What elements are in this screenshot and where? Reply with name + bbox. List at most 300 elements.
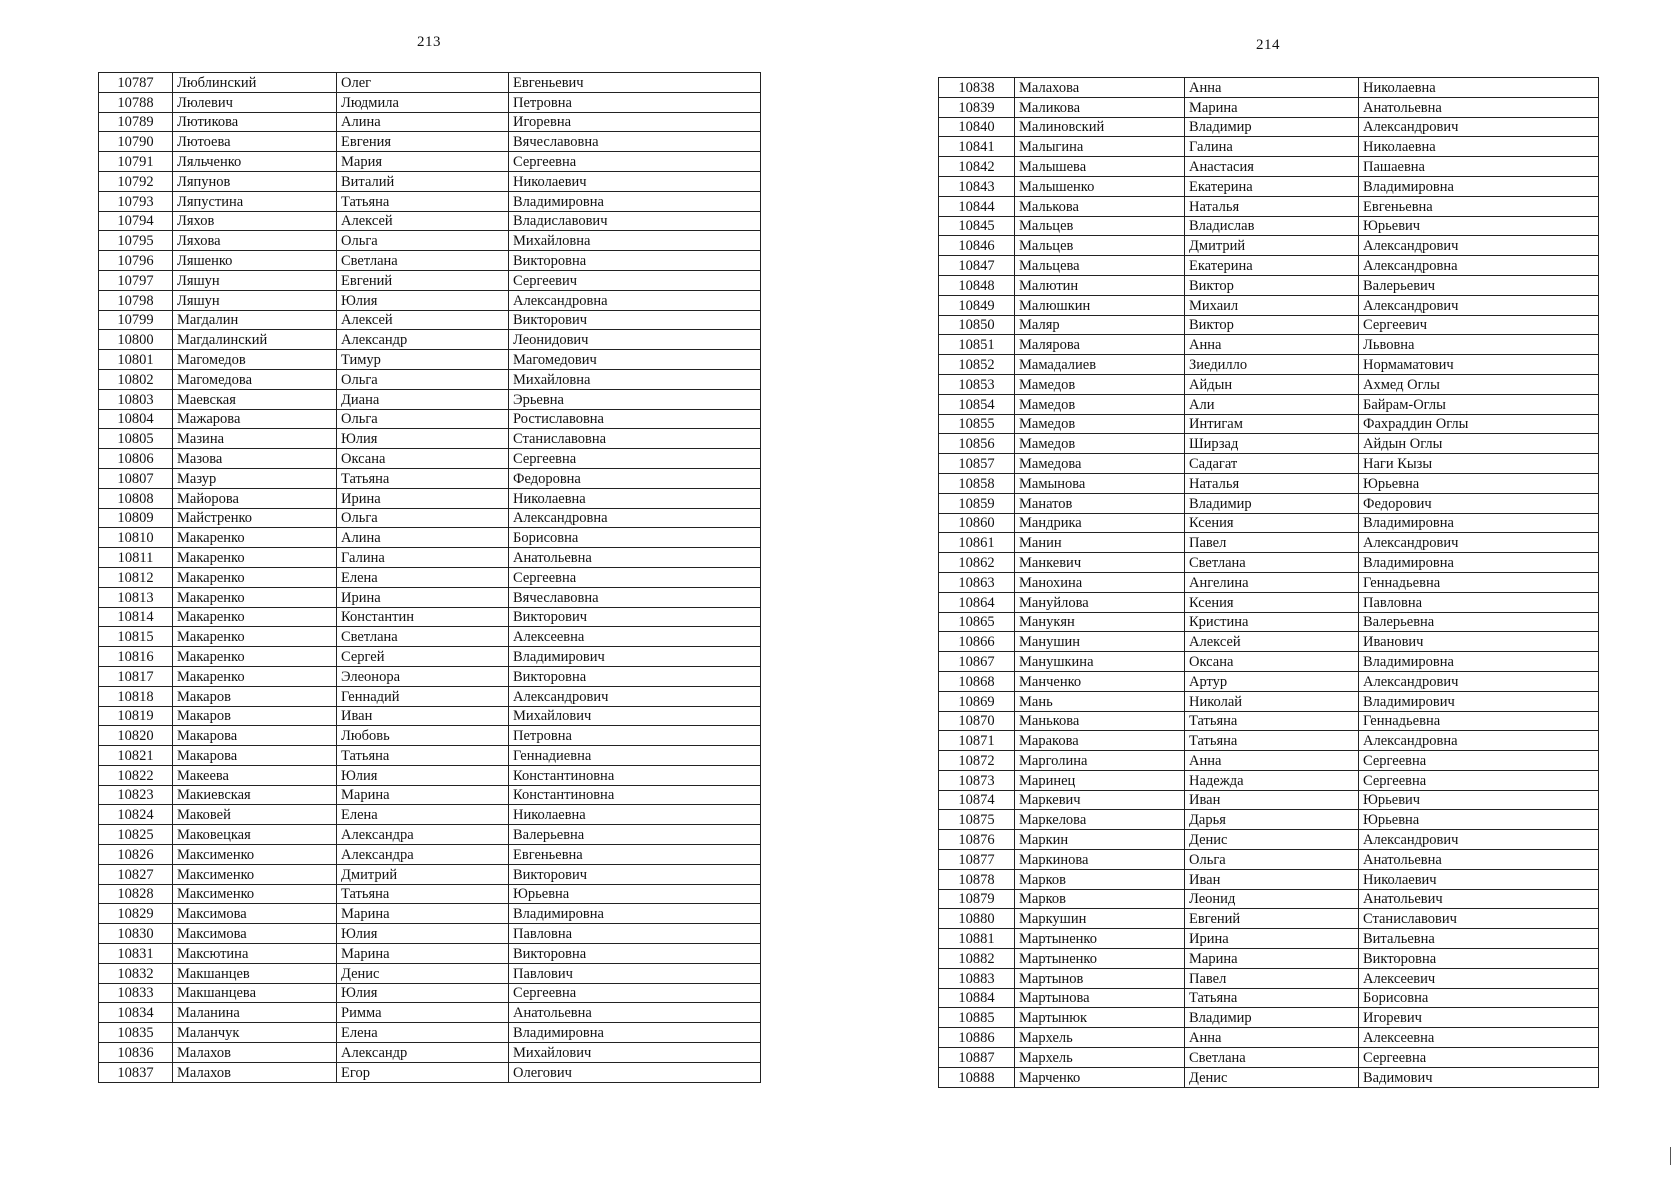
patronymic-cell: Сергеевна xyxy=(509,152,761,172)
first-name-cell: Татьяна xyxy=(337,468,509,488)
table-row xyxy=(939,176,1599,196)
record-number-cell: 10866 xyxy=(939,632,1015,652)
surname-cell: Мартыненко xyxy=(1015,949,1185,969)
first-name-cell: Дмитрий xyxy=(337,864,509,884)
surname-cell: Ляхова xyxy=(173,231,337,251)
patronymic-cell: Алексеевна xyxy=(509,627,761,647)
table-row xyxy=(939,315,1599,335)
surname-cell: Максимова xyxy=(173,924,337,944)
record-number-cell: 10825 xyxy=(99,825,173,845)
table-row xyxy=(939,295,1599,315)
first-name-cell: Александра xyxy=(337,825,509,845)
surname-cell: Максименко xyxy=(173,845,337,865)
first-name-cell: Иван xyxy=(1185,790,1359,810)
table-row xyxy=(99,825,761,845)
record-number-cell: 10878 xyxy=(939,869,1015,889)
table-row xyxy=(99,627,761,647)
patronymic-cell: Михайловна xyxy=(509,231,761,251)
record-number-cell: 10888 xyxy=(939,1067,1015,1087)
record-number-cell: 10862 xyxy=(939,553,1015,573)
first-name-cell: Владимир xyxy=(1185,117,1359,137)
first-name-cell: Александр xyxy=(337,330,509,350)
first-name-cell: Иван xyxy=(1185,869,1359,889)
surname-cell: Лютикова xyxy=(173,112,337,132)
first-name-cell: Алина xyxy=(337,528,509,548)
table-row xyxy=(939,572,1599,592)
table-row xyxy=(99,607,761,627)
surname-cell: Макаренко xyxy=(173,607,337,627)
table-row xyxy=(99,805,761,825)
record-number-cell: 10820 xyxy=(99,726,173,746)
first-name-cell: Кристина xyxy=(1185,612,1359,632)
patronymic-cell: Анатольевна xyxy=(1359,97,1599,117)
surname-cell: Ляпунов xyxy=(173,171,337,191)
first-name-cell: Наталья xyxy=(1185,473,1359,493)
first-name-cell: Татьяна xyxy=(1185,711,1359,731)
patronymic-cell: Валерьевна xyxy=(509,825,761,845)
first-name-cell: Виктор xyxy=(1185,275,1359,295)
first-name-cell: Николай xyxy=(1185,691,1359,711)
patronymic-cell: Витальевна xyxy=(1359,929,1599,949)
surname-cell: Магомедов xyxy=(173,350,337,370)
surname-cell: Мамедов xyxy=(1015,394,1185,414)
first-name-cell: Римма xyxy=(337,1003,509,1023)
table-row xyxy=(99,310,761,330)
record-number-cell: 10873 xyxy=(939,770,1015,790)
record-number-cell: 10867 xyxy=(939,652,1015,672)
record-number-cell: 10883 xyxy=(939,968,1015,988)
table-row xyxy=(939,929,1599,949)
record-number-cell: 10827 xyxy=(99,864,173,884)
record-number-cell: 10836 xyxy=(99,1043,173,1063)
patronymic-cell: Евгеньевна xyxy=(1359,196,1599,216)
table-row xyxy=(99,449,761,469)
first-name-cell: Ольга xyxy=(1185,850,1359,870)
record-number-cell: 10856 xyxy=(939,434,1015,454)
patronymic-cell: Евгеньевич xyxy=(509,73,761,93)
patronymic-cell: Александровна xyxy=(1359,731,1599,751)
first-name-cell: Диана xyxy=(337,389,509,409)
first-name-cell: Евгения xyxy=(337,132,509,152)
first-name-cell: Ольга xyxy=(337,508,509,528)
surname-cell: Марков xyxy=(1015,869,1185,889)
record-number-cell: 10826 xyxy=(99,845,173,865)
record-number-cell: 10832 xyxy=(99,963,173,983)
margin-mark xyxy=(1670,1147,1671,1165)
first-name-cell: Павел xyxy=(1185,968,1359,988)
table-row xyxy=(939,731,1599,751)
surname-cell: Мархель xyxy=(1015,1048,1185,1068)
surname-cell: Мандрика xyxy=(1015,513,1185,533)
record-number-cell: 10791 xyxy=(99,152,173,172)
table-row xyxy=(99,548,761,568)
patronymic-cell: Геннадьевна xyxy=(1359,711,1599,731)
surname-cell: Малахов xyxy=(173,1062,337,1082)
surname-cell: Максимова xyxy=(173,904,337,924)
record-number-cell: 10847 xyxy=(939,256,1015,276)
first-name-cell: Евгений xyxy=(1185,909,1359,929)
surname-cell: Малыгина xyxy=(1015,137,1185,157)
first-name-cell: Денис xyxy=(1185,830,1359,850)
record-number-cell: 10829 xyxy=(99,904,173,924)
table-row xyxy=(939,394,1599,414)
table-row xyxy=(939,810,1599,830)
first-name-cell: Анастасия xyxy=(1185,157,1359,177)
first-name-cell: Оксана xyxy=(1185,652,1359,672)
first-name-cell: Денис xyxy=(337,963,509,983)
record-number-cell: 10854 xyxy=(939,394,1015,414)
record-number-cell: 10838 xyxy=(939,78,1015,98)
surname-cell: Манкевич xyxy=(1015,553,1185,573)
table-row xyxy=(99,231,761,251)
patronymic-cell: Федоровна xyxy=(509,468,761,488)
table-row xyxy=(939,1028,1599,1048)
record-number-cell: 10813 xyxy=(99,587,173,607)
surname-cell: Макарова xyxy=(173,726,337,746)
table-row xyxy=(939,533,1599,553)
patronymic-cell: Владимирович xyxy=(1359,691,1599,711)
table-row xyxy=(939,493,1599,513)
first-name-cell: Татьяна xyxy=(337,746,509,766)
patronymic-cell: Александровна xyxy=(509,290,761,310)
record-number-cell: 10881 xyxy=(939,929,1015,949)
first-name-cell: Ольга xyxy=(337,231,509,251)
surname-cell: Маринец xyxy=(1015,770,1185,790)
first-name-cell: Владимир xyxy=(1185,1008,1359,1028)
patronymic-cell: Леонидович xyxy=(509,330,761,350)
record-number-cell: 10868 xyxy=(939,671,1015,691)
patronymic-cell: Николаевна xyxy=(1359,137,1599,157)
patronymic-cell: Валерьевич xyxy=(1359,275,1599,295)
table-row xyxy=(99,251,761,271)
first-name-cell: Марина xyxy=(1185,949,1359,969)
record-number-cell: 10790 xyxy=(99,132,173,152)
table-row xyxy=(939,949,1599,969)
patronymic-cell: Михайлович xyxy=(509,1043,761,1063)
record-number-cell: 10849 xyxy=(939,295,1015,315)
first-name-cell: Зиедилло xyxy=(1185,355,1359,375)
patronymic-cell: Викторович xyxy=(509,607,761,627)
first-name-cell: Александра xyxy=(337,845,509,865)
first-name-cell: Марина xyxy=(337,944,509,964)
table-row xyxy=(939,770,1599,790)
first-name-cell: Юлия xyxy=(337,983,509,1003)
record-number-cell: 10794 xyxy=(99,211,173,231)
table-row xyxy=(99,686,761,706)
patronymic-cell: Олегович xyxy=(509,1062,761,1082)
first-name-cell: Садагат xyxy=(1185,454,1359,474)
record-number-cell: 10830 xyxy=(99,924,173,944)
surname-cell: Лютоева xyxy=(173,132,337,152)
table-row xyxy=(99,409,761,429)
first-name-cell: Виктор xyxy=(1185,315,1359,335)
table-row xyxy=(939,137,1599,157)
first-name-cell: Марина xyxy=(337,785,509,805)
patronymic-cell: Алексеевна xyxy=(1359,1028,1599,1048)
record-number-cell: 10852 xyxy=(939,355,1015,375)
patronymic-cell: Иванович xyxy=(1359,632,1599,652)
surname-cell: Манькова xyxy=(1015,711,1185,731)
table-row xyxy=(939,850,1599,870)
surname-cell: Мартынова xyxy=(1015,988,1185,1008)
record-number-cell: 10805 xyxy=(99,429,173,449)
record-number-cell: 10824 xyxy=(99,805,173,825)
patronymic-cell: Фахраддин Оглы xyxy=(1359,414,1599,434)
record-number-cell: 10802 xyxy=(99,369,173,389)
first-name-cell: Ирина xyxy=(337,587,509,607)
patronymic-cell: Ахмед Оглы xyxy=(1359,374,1599,394)
first-name-cell: Любовь xyxy=(337,726,509,746)
patronymic-cell: Викторовна xyxy=(509,666,761,686)
record-number-cell: 10804 xyxy=(99,409,173,429)
surname-cell: Мазина xyxy=(173,429,337,449)
surname-cell: Марченко xyxy=(1015,1067,1185,1087)
first-name-cell: Светлана xyxy=(1185,553,1359,573)
surname-cell: Максименко xyxy=(173,884,337,904)
first-name-cell: Татьяна xyxy=(1185,731,1359,751)
patronymic-cell: Игоревич xyxy=(1359,1008,1599,1028)
table-row xyxy=(939,355,1599,375)
patronymic-cell: Эрьевна xyxy=(509,389,761,409)
record-number-cell: 10810 xyxy=(99,528,173,548)
record-number-cell: 10835 xyxy=(99,1023,173,1043)
record-number-cell: 10803 xyxy=(99,389,173,409)
surname-cell: Макарова xyxy=(173,746,337,766)
table-row xyxy=(99,429,761,449)
first-name-cell: Ангелина xyxy=(1185,572,1359,592)
patronymic-cell: Александрович xyxy=(1359,671,1599,691)
table-row xyxy=(99,785,761,805)
table-row xyxy=(99,845,761,865)
patronymic-cell: Геннадиевна xyxy=(509,746,761,766)
record-number-cell: 10879 xyxy=(939,889,1015,909)
record-number-cell: 10839 xyxy=(939,97,1015,117)
first-name-cell: Константин xyxy=(337,607,509,627)
patronymic-cell: Михайлович xyxy=(509,706,761,726)
record-number-cell: 10846 xyxy=(939,236,1015,256)
surname-cell: Макеева xyxy=(173,765,337,785)
table-row xyxy=(99,746,761,766)
patronymic-cell: Юрьевна xyxy=(509,884,761,904)
table-row xyxy=(939,652,1599,672)
patronymic-cell: Нормаматович xyxy=(1359,355,1599,375)
patronymic-cell: Викторович xyxy=(509,864,761,884)
record-number-cell: 10831 xyxy=(99,944,173,964)
surname-cell: Малюшкин xyxy=(1015,295,1185,315)
table-row xyxy=(939,513,1599,533)
patronymic-cell: Владимировна xyxy=(1359,513,1599,533)
page-number: 213 xyxy=(417,34,441,50)
first-name-cell: Артур xyxy=(1185,671,1359,691)
first-name-cell: Ирина xyxy=(337,488,509,508)
first-name-cell: Алина xyxy=(337,112,509,132)
first-name-cell: Галина xyxy=(1185,137,1359,157)
first-name-cell: Татьяна xyxy=(1185,988,1359,1008)
table-row xyxy=(939,988,1599,1008)
record-number-cell: 10874 xyxy=(939,790,1015,810)
surname-cell: Манченко xyxy=(1015,671,1185,691)
first-name-cell: Ксения xyxy=(1185,592,1359,612)
patronymic-cell: Владимировна xyxy=(1359,553,1599,573)
patronymic-cell: Байрам-Оглы xyxy=(1359,394,1599,414)
first-name-cell: Екатерина xyxy=(1185,176,1359,196)
first-name-cell: Анна xyxy=(1185,1028,1359,1048)
table-row xyxy=(939,790,1599,810)
table-row xyxy=(939,691,1599,711)
first-name-cell: Алексей xyxy=(337,310,509,330)
surname-cell: Макаренко xyxy=(173,647,337,667)
patronymic-cell: Айдын Оглы xyxy=(1359,434,1599,454)
table-row xyxy=(99,666,761,686)
first-name-cell: Екатерина xyxy=(1185,256,1359,276)
patronymic-cell: Михайловна xyxy=(509,369,761,389)
patronymic-cell: Федорович xyxy=(1359,493,1599,513)
patronymic-cell: Павлович xyxy=(509,963,761,983)
table-row xyxy=(939,216,1599,236)
table-row xyxy=(939,434,1599,454)
record-number-cell: 10859 xyxy=(939,493,1015,513)
table-row xyxy=(99,191,761,211)
surname-cell: Мань xyxy=(1015,691,1185,711)
patronymic-cell: Сергеевна xyxy=(509,449,761,469)
patronymic-cell: Алексеевич xyxy=(1359,968,1599,988)
patronymic-cell: Владимировна xyxy=(1359,176,1599,196)
patronymic-cell: Вячеславовна xyxy=(509,587,761,607)
patronymic-cell: Александровна xyxy=(509,508,761,528)
table-row xyxy=(939,612,1599,632)
first-name-cell: Мария xyxy=(337,152,509,172)
record-number-cell: 10861 xyxy=(939,533,1015,553)
table-row xyxy=(99,468,761,488)
table-row xyxy=(99,171,761,191)
first-name-cell: Павел xyxy=(1185,533,1359,553)
first-name-cell: Анна xyxy=(1185,335,1359,355)
patronymic-cell: Борисовна xyxy=(509,528,761,548)
surname-cell: Люлевич xyxy=(173,92,337,112)
record-number-cell: 10863 xyxy=(939,572,1015,592)
surname-cell: Манушин xyxy=(1015,632,1185,652)
patronymic-cell: Николаевич xyxy=(509,171,761,191)
table-row xyxy=(99,1062,761,1082)
surname-cell: Малютин xyxy=(1015,275,1185,295)
record-number-cell: 10851 xyxy=(939,335,1015,355)
record-number-cell: 10801 xyxy=(99,350,173,370)
table-row xyxy=(939,711,1599,731)
table-row xyxy=(99,528,761,548)
patronymic-cell: Анатольевна xyxy=(509,548,761,568)
record-number-cell: 10887 xyxy=(939,1048,1015,1068)
record-number-cell: 10816 xyxy=(99,647,173,667)
surname-cell: Мазова xyxy=(173,449,337,469)
first-name-cell: Ольга xyxy=(337,369,509,389)
surname-cell: Манукян xyxy=(1015,612,1185,632)
patronymic-cell: Ростиславовна xyxy=(509,409,761,429)
surname-cell: Малькова xyxy=(1015,196,1185,216)
surname-cell: Ляпустина xyxy=(173,191,337,211)
table-row xyxy=(939,275,1599,295)
surname-cell: Майстренко xyxy=(173,508,337,528)
surname-cell: Максименко xyxy=(173,864,337,884)
patronymic-cell: Анатольевна xyxy=(1359,850,1599,870)
first-name-cell: Елена xyxy=(337,805,509,825)
table-row xyxy=(99,290,761,310)
patronymic-cell: Александрович xyxy=(1359,533,1599,553)
table-row xyxy=(99,132,761,152)
table-row xyxy=(99,211,761,231)
record-number-cell: 10818 xyxy=(99,686,173,706)
surname-cell: Магдалинский xyxy=(173,330,337,350)
surname-cell: Магомедова xyxy=(173,369,337,389)
patronymic-cell: Юрьевич xyxy=(1359,216,1599,236)
patronymic-cell: Александрович xyxy=(1359,117,1599,137)
table-row xyxy=(939,751,1599,771)
surname-cell: Ляльченко xyxy=(173,152,337,172)
patronymic-cell: Магомедович xyxy=(509,350,761,370)
surname-cell: Маркелова xyxy=(1015,810,1185,830)
table-row xyxy=(939,1067,1599,1087)
surname-cell: Мальцев xyxy=(1015,216,1185,236)
record-number-cell: 10798 xyxy=(99,290,173,310)
table-row xyxy=(939,889,1599,909)
first-name-cell: Олег xyxy=(337,73,509,93)
surname-cell: Мартынюк xyxy=(1015,1008,1185,1028)
record-number-cell: 10855 xyxy=(939,414,1015,434)
table-row xyxy=(99,369,761,389)
first-name-cell: Юлия xyxy=(337,765,509,785)
patronymic-cell: Александрович xyxy=(509,686,761,706)
first-name-cell: Надежда xyxy=(1185,770,1359,790)
patronymic-cell: Владимирович xyxy=(509,647,761,667)
record-number-cell: 10789 xyxy=(99,112,173,132)
patronymic-cell: Сергеевна xyxy=(1359,770,1599,790)
surname-cell: Мамедов xyxy=(1015,414,1185,434)
record-number-cell: 10870 xyxy=(939,711,1015,731)
table-row xyxy=(939,335,1599,355)
patronymic-cell: Юрьевич xyxy=(1359,790,1599,810)
surname-cell: Люблинский xyxy=(173,73,337,93)
record-number-cell: 10812 xyxy=(99,567,173,587)
patronymic-cell: Пашаевна xyxy=(1359,157,1599,177)
first-name-cell: Дмитрий xyxy=(1185,236,1359,256)
patronymic-cell: Сергеевич xyxy=(1359,315,1599,335)
first-name-cell: Денис xyxy=(1185,1067,1359,1087)
record-number-cell: 10837 xyxy=(99,1062,173,1082)
record-number-cell: 10865 xyxy=(939,612,1015,632)
first-name-cell: Оксана xyxy=(337,449,509,469)
surname-cell: Макаренко xyxy=(173,666,337,686)
first-name-cell: Егор xyxy=(337,1062,509,1082)
record-number-cell: 10806 xyxy=(99,449,173,469)
record-number-cell: 10840 xyxy=(939,117,1015,137)
surname-cell: Макаренко xyxy=(173,587,337,607)
surname-cell: Манатов xyxy=(1015,493,1185,513)
first-name-cell: Светлана xyxy=(1185,1048,1359,1068)
first-name-cell: Сергей xyxy=(337,647,509,667)
record-number-cell: 10886 xyxy=(939,1028,1015,1048)
surname-cell: Малахов xyxy=(173,1043,337,1063)
patronymic-cell: Константиновна xyxy=(509,765,761,785)
surname-cell: Манохина xyxy=(1015,572,1185,592)
table-row xyxy=(939,830,1599,850)
surname-cell: Мальцев xyxy=(1015,236,1185,256)
first-name-cell: Ольга xyxy=(337,409,509,429)
record-number-cell: 10834 xyxy=(99,1003,173,1023)
patronymic-cell: Александровна xyxy=(1359,256,1599,276)
first-name-cell: Марина xyxy=(1185,97,1359,117)
record-number-cell: 10833 xyxy=(99,983,173,1003)
surname-cell: Маковецкая xyxy=(173,825,337,845)
first-name-cell: Елена xyxy=(337,567,509,587)
